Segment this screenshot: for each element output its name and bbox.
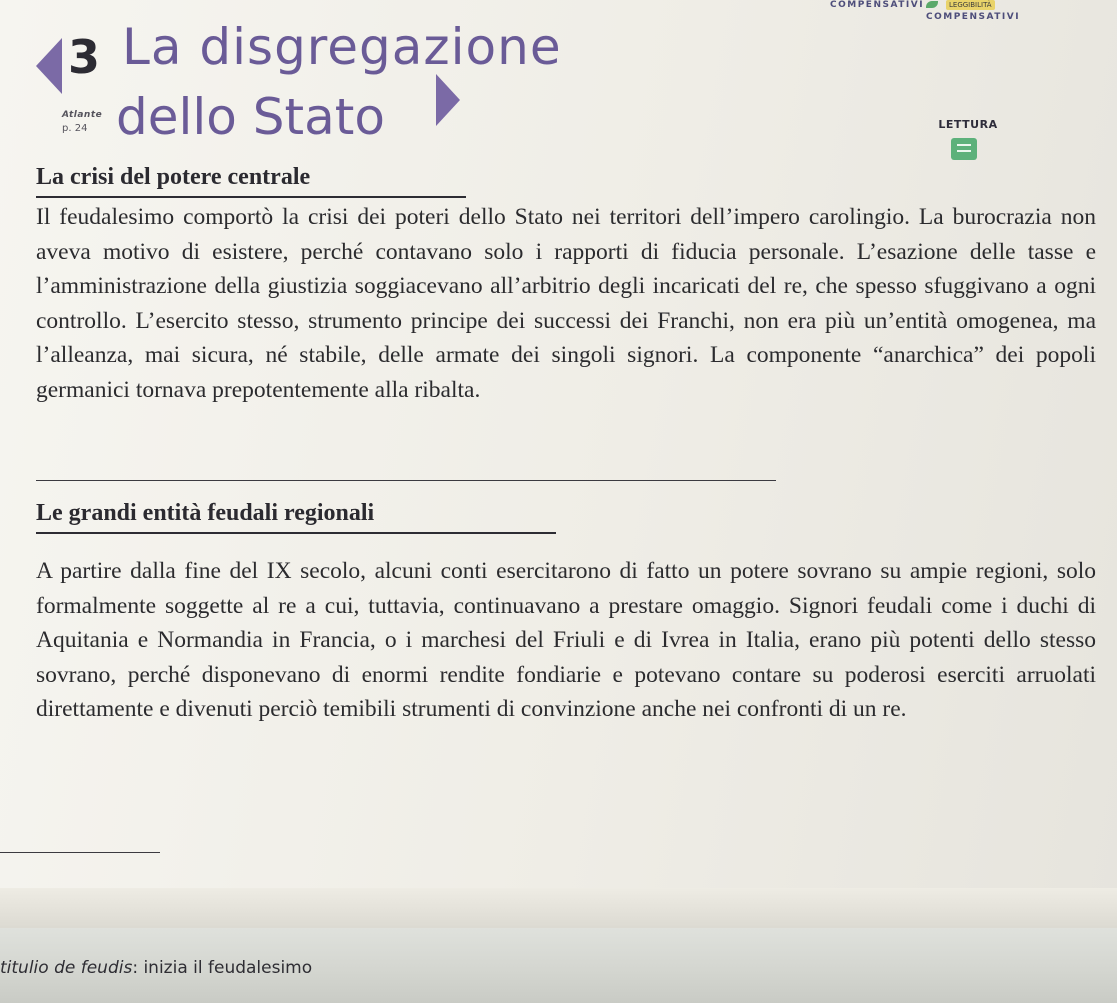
section-paragraph-1: Il feudalesimo comportò la crisi dei poteri dello Stato nei territori dell’impero carolingio. La burocrazia non aveva motivo di esistere, perché contavano solo i rapporti di fiducia personale. L’esazione delle tasse e l’amministrazione della giustizia soggiacevano all’arbitrio degli incaricati del re, che spesso sfuggivano a ogni controllo. L’esercito stesso, strumento principe dei successi dei Franchi, non era più un’entità omogenea, ma l’alleanza, mai sicura, né stabile, delle armate dei singoli signori. La componente “anarchica” dei popoli germanici tornava prepotentemente alla ribalta. <box>36 204 1096 403</box>
chapter-title-line2: dello Stato <box>116 88 385 146</box>
leggibilita-badge: LEGGIBILITÀ <box>946 0 995 10</box>
page-bottom <box>0 888 1117 928</box>
badge2-label: COMPENSATIVI <box>926 12 1021 22</box>
chapter-number: 3 <box>68 30 101 84</box>
chevron-right-icon <box>436 74 460 126</box>
leaf-icon <box>926 1 938 8</box>
caption-italic: titulio de feudis <box>0 958 133 978</box>
end-rule <box>0 852 160 853</box>
badge1-label: COMPENSATIVI <box>830 0 925 10</box>
atlas-reference[interactable] <box>62 108 122 136</box>
section-heading-2: Le grandi entità feudali regionali <box>36 500 556 534</box>
compensativi-badge-2 <box>926 12 1020 22</box>
section-heading-1: La crisi del potere centrale <box>36 164 466 198</box>
document-icon[interactable] <box>951 138 977 160</box>
divider <box>36 480 776 481</box>
atlas-page: p. 24 <box>62 123 88 134</box>
atlas-label: Atlante <box>62 110 103 120</box>
section-paragraph-2: A partire dalla fine del IX secolo, alcuni conti esercitarono di fatto un potere sovrano su ampie regioni, solo formalmente soggette al re a cui, tuttavia, continuavano a prestare omaggio. Signori feudali come i duchi di Aquitania e Normandia in Francia, o i marchesi del Friuli e di Ivrea in Italia, erano più potenti dello stesso sovrano, perché disponevano di enormi rendite fondiarie e potevano contare su poderosi eserciti arruolati direttamente e divenuti perciò temibili strumenti di convinzione anche nei confronti di un re. <box>36 558 1096 723</box>
compensativi-badge-1 <box>830 0 938 10</box>
chevron-left-icon <box>36 38 62 94</box>
chapter-header <box>36 8 636 158</box>
caption-rest: : inizia il feudalesimo <box>132 958 313 978</box>
lettura-label: LETTURA <box>938 118 998 131</box>
image-caption <box>0 958 312 978</box>
chapter-title-line1: La disgregazione <box>122 18 562 76</box>
badges <box>830 0 1021 44</box>
